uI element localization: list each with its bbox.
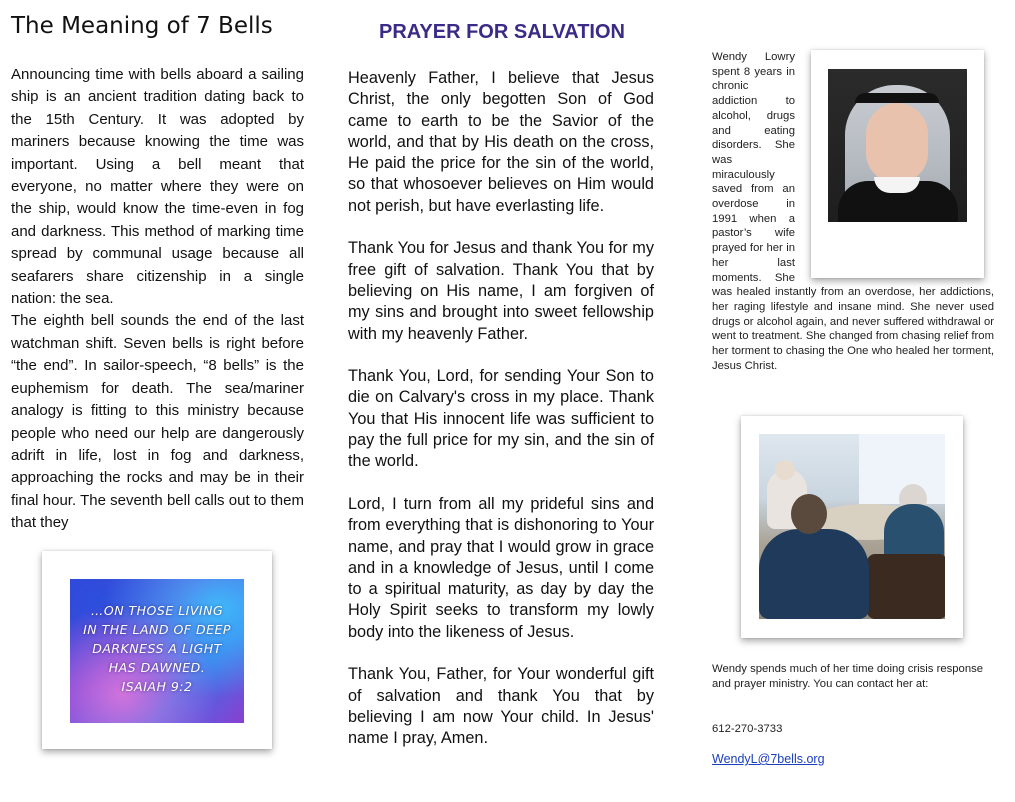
contact-text: Wendy spends much of her time doing crisis response and prayer ministry. You can contact her at: xyxy=(712,663,984,690)
prayer-paragraph: Thank You, Lord, for sending Your Son to die on Calvary's cross in my place. Thank You that His innocent life was sufficient to pay the full price for my sin, and the sin of the world. xyxy=(348,367,654,471)
verse-line: DARKNESS A LIGHT xyxy=(92,641,222,656)
prayer-paragraph: Thank You for Jesus and thank You for my free gift of salvation. Thank You that by believing on His name, I am forgiven of my sins and brought into sweet fellowship with my heavenly Father. xyxy=(348,239,654,343)
verse-line: IN THE LAND OF DEEP xyxy=(83,622,231,637)
verse-image-frame xyxy=(42,551,272,749)
verse-reference: ISAIAH 9:2 xyxy=(121,679,193,694)
article-paragraph: The eighth bell sounds the end of the last watchman shift. Seven bells is right before “the end”. In sailor-speech, “8 bells” is the euphemism for death. The sea/mariner analogy is fitting to this ministry because people who need our help are dangerously adrift in life, lost in fog and darkness, approaching the rocks and may be in their final hour. The seventh bell calls out to them that they xyxy=(11,312,304,532)
portrait-frame xyxy=(811,50,984,278)
prayer-paragraph: Lord, I turn from all my prideful sins and from everything that is dishonoring to Your name, and pray that I would grow in grace and in a knowledge of Jesus, until I come to a spiritual maturity, as day by day the Holy Spirit seeks to transform my lowly body into the likeness of Jesus. xyxy=(348,494,654,641)
prayer-paragraph: Thank You, Father, for Your wonderful gift of salvation and thank You that by believing I am now Your child. In Jesus' name I pray, Amen. xyxy=(348,665,654,748)
contact-phone: 612-270-3733 xyxy=(712,723,783,735)
portrait-photo xyxy=(828,69,967,222)
group-photo-frame xyxy=(741,416,963,638)
verse-image xyxy=(70,579,244,723)
page-title: The Meaning of 7 Bells xyxy=(11,13,273,39)
verse-text xyxy=(70,601,244,696)
prayer-body xyxy=(348,68,654,771)
group-photo xyxy=(759,434,945,619)
prayer-paragraph: Heavenly Father, I believe that Jesus Christ, the only begotten Son of God came to earth to be the Savior of the world, and that by His death on the cross, He paid the price for the sin of the world, so that whosoever believes on Him would not perish, but have everlasting life. xyxy=(348,69,654,215)
seven-bells-article xyxy=(11,64,304,535)
bio-text: Wendy Lowry spent 8 years in chronic addiction to alcohol, drugs and eating disorders. She was miraculously saved from an overdose in 1991 when a pastor’s wife prayed for her in her last moments. She was healed instantly from an overdose, her addictions, her raging lifestyle and insane mind. She never used drugs or alcohol again, and never suffered withdrawal or went to treatment. She changed from chasing relief from her torment to chasing the One who healed her torment, Jesus Christ. xyxy=(712,51,994,372)
contact-email-link[interactable]: WendyL@7bells.org xyxy=(712,752,825,766)
prayer-title: PRAYER FOR SALVATION xyxy=(379,21,625,43)
verse-line: HAS DAWNED. xyxy=(108,660,206,675)
bio-section xyxy=(712,50,994,380)
article-paragraph: Announcing time with bells aboard a sailing ship is an ancient tradition dating back to the 15th Century. It was adopted by mariners because knowing the time was important. Using a bell meant that everyone, no matter where they were on the ship, would know the time-even in fog and darkness. This method of marking time spread by communal usage because all seafarers share citizenship in a single nation: the sea. xyxy=(11,66,304,308)
verse-line: …ON THOSE LIVING xyxy=(90,603,224,618)
